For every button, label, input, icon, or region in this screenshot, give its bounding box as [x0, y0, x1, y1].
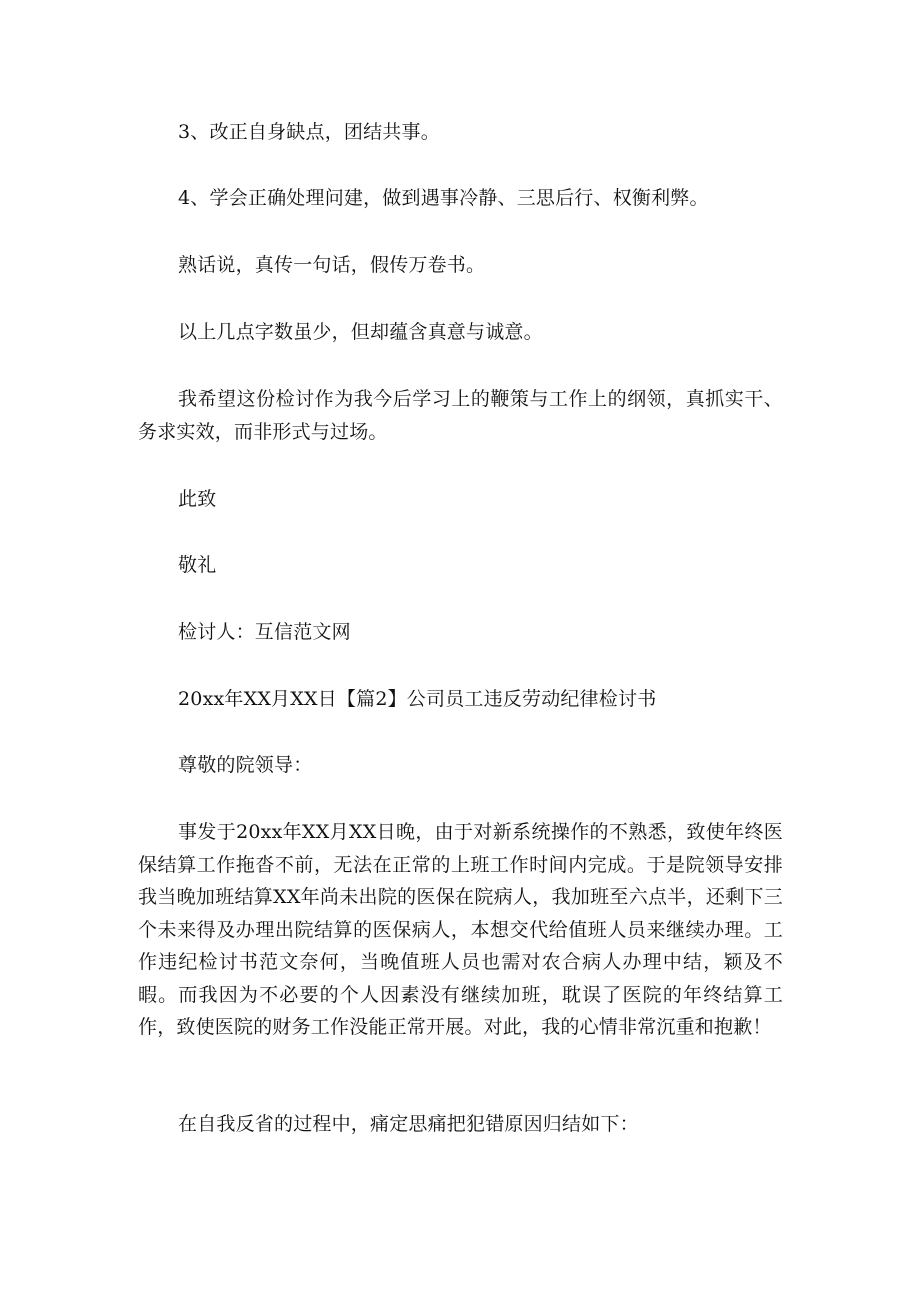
list-item-4: 4、学会正确处理问建，做到遇事冷静、三思后行、权衡利弊。 — [178, 187, 709, 209]
list-item-3: 3、改正自身缺点，团结共事。 — [178, 121, 440, 143]
reflection-line: 在自我反省的过程中，痛定思痛把犯错原因归结如下： — [178, 1113, 639, 1135]
closing-line-1: 此致 — [178, 488, 217, 510]
hope-paragraph: 我希望这份检讨作为我今后学习上的鞭策与工作上的纲领，真抓实干、务求实效，而非形式与过场。 — [138, 388, 783, 443]
proverb-line: 熟话说，真传一句话，假传万卷书。 — [178, 254, 486, 276]
closing-line-2: 敬礼 — [178, 554, 217, 576]
salutation: 尊敬的院领导： — [178, 754, 313, 776]
signer-line: 检讨人：互信范文网 — [178, 621, 351, 643]
body-paragraph: 事发于20xx年XX月XX日晚，由于对新系统操作的不熟悉，致使年终医保结算工作拖沓不前，无法在正常的上班工作时间内完成。于是院领导安排我当晚加班结算XX年尚未出院的医保在院病人，我加班至六点半，还剩下三个未来得及办理出院结算的医保病人，本想交代给值班人员来继续办理。工作违纪检讨书范文奈何，当晚值班人员也需对农合病人办理中结，颖及不暇。而我因为不必要的个人因素没有继续加班，耽误了医院的年终结算工作，致使医院的财务工作没能正常开展。对此，我的心情非常沉重和抱歉！ — [138, 821, 783, 1038]
section-header: 20xx年XX月XX日【篇2】公司员工违反劳动纪律检讨书 — [178, 688, 657, 710]
summary-line: 以上几点字数虽少，但却蕴含真意与诚意。 — [178, 321, 543, 343]
